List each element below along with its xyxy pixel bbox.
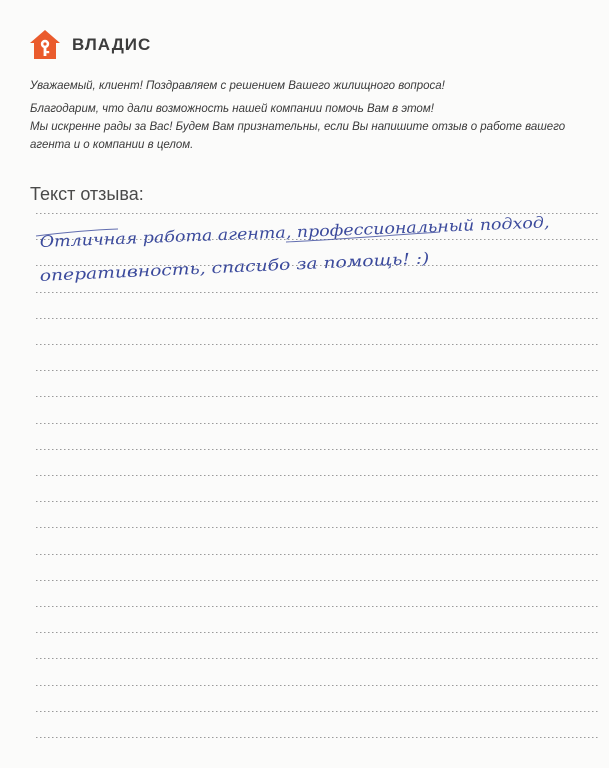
- handwritten-line-1: Отличная работа агента, профессиональный подход,: [39, 215, 494, 251]
- brand-name: ВЛАДИС: [72, 35, 152, 54]
- handwritten-line-2: оперативность, спасибо за помощь! :): [39, 252, 364, 285]
- request-line: Мы искренне рады за Вас! Будем Вам признательны, если Вы напишите отзыв о работе вашего агента и о компании в целом.: [30, 121, 566, 151]
- review-heading: Текст отзыва:: [30, 184, 144, 204]
- greeting-line: Уважаемый, клиент! Поздравляем с решением Вашего жилищного вопроса!: [30, 80, 445, 92]
- thanks-line: Благодарим, что дали возможность нашей компании помочь Вам в этом!: [30, 103, 434, 115]
